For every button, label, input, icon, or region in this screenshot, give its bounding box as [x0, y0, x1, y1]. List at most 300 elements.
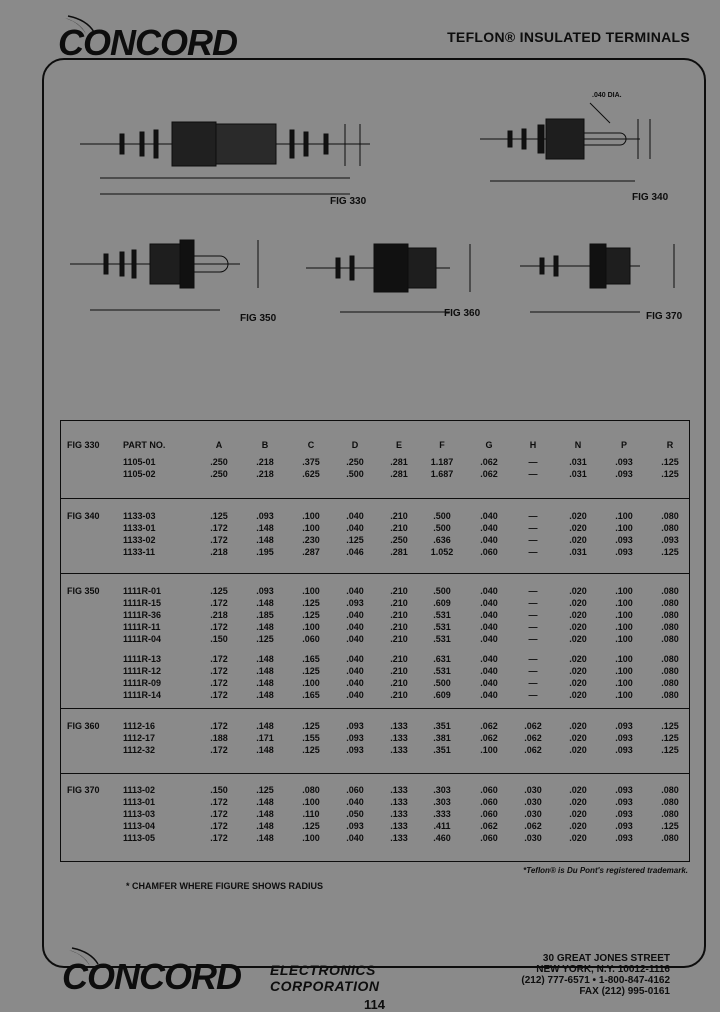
table-cell-part-no: 1113-04 — [123, 821, 156, 831]
table-cell-h: — — [528, 622, 538, 632]
table-cell-b: .125 — [256, 634, 274, 644]
table-cell-h: — — [528, 598, 538, 608]
table-cell-h: — — [528, 457, 538, 467]
table-cell-c: .125 — [302, 610, 320, 620]
table-cell-d: .060 — [346, 785, 364, 795]
table-row — [61, 821, 691, 833]
table-cell-g: .062 — [480, 821, 498, 831]
table-cell-e: .210 — [390, 666, 408, 676]
table-cell-r: .080 — [661, 666, 679, 676]
table-header-h: H — [529, 440, 537, 450]
table-cell-n: .020 — [569, 797, 587, 807]
table-cell-p: .100 — [615, 598, 633, 608]
table-cell-n: .031 — [569, 457, 587, 467]
table-group-divider — [61, 773, 689, 774]
table-cell-g: .062 — [480, 721, 498, 731]
table-cell-g: .040 — [480, 678, 498, 688]
table-header-b: B — [261, 440, 269, 450]
table-row — [61, 634, 691, 646]
page-number: 114 — [364, 997, 385, 1012]
table-cell-n: .031 — [569, 547, 587, 557]
table-cell-e: .133 — [390, 797, 408, 807]
table-cell-r: .125 — [661, 547, 679, 557]
table-cell-d: .093 — [346, 745, 364, 755]
table-header-a: A — [215, 440, 223, 450]
table-cell-f: .351 — [433, 745, 451, 755]
table-cell-p: .100 — [615, 610, 633, 620]
table-cell-part-no: 1113-05 — [123, 833, 156, 843]
table-cell-part-no: 1113-01 — [123, 797, 156, 807]
table-cell-b: .148 — [256, 821, 274, 831]
table-header-fig: FIG 330 — [67, 440, 100, 450]
table-cell-h: .030 — [524, 797, 542, 807]
figure-340-label: FIG 340 — [632, 192, 669, 203]
table-cell-part-no: 1111R-15 — [123, 598, 162, 608]
table-cell-a: .172 — [210, 535, 228, 545]
table-cell-h: — — [528, 586, 538, 596]
table-cell-f: .531 — [433, 634, 451, 644]
table-cell-g: .040 — [480, 598, 498, 608]
footnote: * CHAMFER WHERE FIGURE SHOWS RADIUS — [126, 881, 324, 891]
table-cell-e: .133 — [390, 745, 408, 755]
table-cell-a: .172 — [210, 690, 228, 700]
table-row — [61, 598, 691, 610]
table-cell-c: .165 — [302, 690, 320, 700]
table-cell-a: .172 — [210, 809, 228, 819]
table-cell-r: .080 — [661, 797, 679, 807]
table-cell-e: .250 — [390, 535, 408, 545]
table-cell-d: .040 — [346, 797, 364, 807]
table-row — [61, 721, 691, 733]
table-cell-b: .148 — [256, 833, 274, 843]
table-cell-p: .100 — [615, 634, 633, 644]
table-cell-a: .150 — [210, 634, 228, 644]
table-fig-label: FIG 350 — [67, 586, 100, 596]
figure-360-label: FIG 360 — [444, 308, 481, 319]
table-cell-e: .133 — [390, 821, 408, 831]
table-cell-b: .148 — [256, 622, 274, 632]
table-cell-a: .172 — [210, 622, 228, 632]
table-cell-a: .172 — [210, 678, 228, 688]
table-cell-d: .046 — [346, 547, 364, 557]
table-cell-e: .210 — [390, 511, 408, 521]
table-cell-g: .040 — [480, 586, 498, 596]
table-cell-g: .100 — [480, 745, 498, 755]
table-row — [61, 733, 691, 745]
table-header-part-no: PART NO. — [123, 440, 166, 450]
concord-logo: CONCORD — [58, 22, 237, 63]
table-header-e: E — [395, 440, 403, 450]
table-cell-f: .351 — [433, 721, 451, 731]
table-cell-f: .531 — [433, 666, 451, 676]
table-cell-b: .148 — [256, 598, 274, 608]
table-cell-f: .636 — [433, 535, 451, 545]
table-cell-g: .040 — [480, 634, 498, 644]
table-cell-f: .500 — [433, 678, 451, 688]
table-cell-h: .030 — [524, 785, 542, 795]
table-row — [61, 469, 691, 481]
table-cell-part-no: 1111R-12 — [123, 666, 162, 676]
table-cell-b: .093 — [256, 586, 274, 596]
table-group-divider — [61, 498, 689, 499]
table-cell-g: .060 — [480, 547, 498, 557]
trademark-note: *Teflon® is Du Pont's registered trademark. — [523, 866, 688, 875]
table-row — [61, 745, 691, 757]
table-cell-p: .093 — [615, 745, 633, 755]
table-row — [61, 511, 691, 523]
table-cell-g: .040 — [480, 666, 498, 676]
table-cell-e: .133 — [390, 833, 408, 843]
table-cell-p: .100 — [615, 511, 633, 521]
table-group-divider — [61, 573, 689, 574]
table-row — [61, 586, 691, 598]
table-cell-d: .040 — [346, 678, 364, 688]
table-cell-e: .210 — [390, 634, 408, 644]
table-cell-g: .060 — [480, 785, 498, 795]
table-cell-d: .040 — [346, 690, 364, 700]
table-cell-g: .060 — [480, 797, 498, 807]
table-row — [61, 678, 691, 690]
table-cell-c: .165 — [302, 654, 320, 664]
table-cell-g: .040 — [480, 535, 498, 545]
table-cell-c: .100 — [302, 586, 320, 596]
table-cell-a: .218 — [210, 547, 228, 557]
table-cell-a: .250 — [210, 457, 228, 467]
company-name — [270, 962, 379, 994]
table-cell-part-no: 1111R-36 — [123, 610, 162, 620]
table-row — [61, 610, 691, 622]
table-cell-n: .020 — [569, 785, 587, 795]
table-cell-h: — — [528, 535, 538, 545]
table-cell-part-no: 1113-02 — [123, 785, 156, 795]
table-cell-part-no: 1112-16 — [123, 721, 156, 731]
table-cell-c: .100 — [302, 678, 320, 688]
table-cell-e: .281 — [390, 547, 408, 557]
table-header-n: N — [574, 440, 582, 450]
table-cell-g: .060 — [480, 809, 498, 819]
table-cell-c: .100 — [302, 797, 320, 807]
table-cell-r: .125 — [661, 469, 679, 479]
table-cell-p: .093 — [615, 547, 633, 557]
address-line: NEW YORK, N.Y. 10012-1116 — [536, 964, 670, 975]
figure-330-label: FIG 330 — [330, 196, 367, 207]
table-row — [61, 457, 691, 469]
table-cell-e: .133 — [390, 785, 408, 795]
table-cell-c: .125 — [302, 598, 320, 608]
table-cell-h: — — [528, 523, 538, 533]
table-cell-c: .125 — [302, 821, 320, 831]
table-cell-b: .148 — [256, 690, 274, 700]
table-cell-g: .062 — [480, 733, 498, 743]
company-name-line1: ELECTRONICS — [270, 962, 376, 978]
table-cell-g: .062 — [480, 469, 498, 479]
table-cell-e: .133 — [390, 721, 408, 731]
address-line: 30 GREAT JONES STREET — [542, 953, 670, 964]
table-cell-part-no: 1111R-14 — [123, 690, 162, 700]
table-cell-e: .281 — [390, 469, 408, 479]
table-cell-n: .020 — [569, 634, 587, 644]
table-cell-p: .093 — [615, 797, 633, 807]
table-cell-r: .080 — [661, 610, 679, 620]
table-cell-r: .080 — [661, 809, 679, 819]
table-cell-r: .080 — [661, 785, 679, 795]
company-address — [521, 953, 670, 997]
table-cell-g: .040 — [480, 654, 498, 664]
table-cell-d: .040 — [346, 511, 364, 521]
table-cell-b: .093 — [256, 511, 274, 521]
table-cell-b: .171 — [256, 733, 274, 743]
table-cell-n: .020 — [569, 666, 587, 676]
table-cell-g: .040 — [480, 523, 498, 533]
table-cell-c: .100 — [302, 523, 320, 533]
table-cell-r: .125 — [661, 733, 679, 743]
table-cell-a: .172 — [210, 523, 228, 533]
table-cell-n: .020 — [569, 511, 587, 521]
table-header-r: R — [666, 440, 674, 450]
table-cell-d: .040 — [346, 586, 364, 596]
table-cell-f: .609 — [433, 598, 451, 608]
table-cell-f: 1.052 — [430, 547, 454, 557]
table-fig-label: FIG 340 — [67, 511, 100, 521]
table-cell-e: .133 — [390, 809, 408, 819]
table-cell-c: .100 — [302, 511, 320, 521]
table-cell-a: .250 — [210, 469, 228, 479]
table-cell-h: — — [528, 469, 538, 479]
table-cell-r: .125 — [661, 721, 679, 731]
table-cell-a: .172 — [210, 745, 228, 755]
table-cell-c: .060 — [302, 634, 320, 644]
table-cell-r: .080 — [661, 634, 679, 644]
table-cell-d: .050 — [346, 809, 364, 819]
table-cell-e: .210 — [390, 586, 408, 596]
table-cell-g: .040 — [480, 690, 498, 700]
table-cell-g: .040 — [480, 622, 498, 632]
table-cell-e: .133 — [390, 733, 408, 743]
table-cell-part-no: 1111R-04 — [123, 634, 162, 644]
table-row — [61, 622, 691, 634]
table-cell-d: .040 — [346, 634, 364, 644]
company-name-line2: CORPORATION — [270, 978, 380, 994]
table-cell-f: .381 — [433, 733, 451, 743]
table-cell-a: .172 — [210, 654, 228, 664]
table-cell-b: .148 — [256, 523, 274, 533]
table-cell-f: .303 — [433, 797, 451, 807]
table-cell-p: .100 — [615, 523, 633, 533]
table-cell-p: .093 — [615, 535, 633, 545]
table-cell-part-no: 1105-01 — [123, 457, 156, 467]
table-header-f: F — [439, 440, 445, 450]
table-row — [61, 654, 691, 666]
table-cell-f: .303 — [433, 785, 451, 795]
table-cell-a: .172 — [210, 797, 228, 807]
table-cell-r: .080 — [661, 678, 679, 688]
table-fig-label: FIG 360 — [67, 721, 100, 731]
table-row — [61, 797, 691, 809]
table-cell-f: .631 — [433, 654, 451, 664]
table-cell-part-no: 1111R-09 — [123, 678, 162, 688]
table-cell-d: .093 — [346, 821, 364, 831]
table-cell-part-no: 1133-02 — [123, 535, 156, 545]
table-cell-f: .333 — [433, 809, 451, 819]
table-cell-c: .100 — [302, 833, 320, 843]
table-cell-p: .100 — [615, 678, 633, 688]
table-cell-d: .040 — [346, 523, 364, 533]
table-cell-d: .093 — [346, 721, 364, 731]
table-cell-p: .093 — [615, 821, 633, 831]
table-cell-g: .062 — [480, 457, 498, 467]
table-cell-part-no: 1133-11 — [123, 547, 156, 557]
table-cell-n: .020 — [569, 733, 587, 743]
table-cell-p: .100 — [615, 622, 633, 632]
footer-concord-logo: CONCORD — [62, 956, 241, 997]
table-cell-g: .040 — [480, 610, 498, 620]
table-cell-n: .020 — [569, 598, 587, 608]
table-cell-n: .020 — [569, 610, 587, 620]
table-cell-d: .040 — [346, 622, 364, 632]
page-title: TEFLON® INSULATED TERMINALS — [447, 29, 690, 45]
table-cell-e: .210 — [390, 678, 408, 688]
table-cell-g: .060 — [480, 833, 498, 843]
table-cell-n: .020 — [569, 809, 587, 819]
table-row — [61, 666, 691, 678]
table-cell-h: — — [528, 690, 538, 700]
table-cell-h: — — [528, 654, 538, 664]
table-cell-a: .150 — [210, 785, 228, 795]
table-cell-d: .040 — [346, 666, 364, 676]
table-cell-n: .020 — [569, 745, 587, 755]
table-cell-f: .531 — [433, 622, 451, 632]
table-cell-g: .040 — [480, 511, 498, 521]
table-cell-d: .040 — [346, 610, 364, 620]
table-cell-p: .093 — [615, 809, 633, 819]
table-cell-b: .148 — [256, 721, 274, 731]
table-cell-d: .250 — [346, 457, 364, 467]
table-cell-h: .062 — [524, 745, 542, 755]
table-cell-r: .080 — [661, 690, 679, 700]
table-cell-f: .460 — [433, 833, 451, 843]
table-cell-f: .531 — [433, 610, 451, 620]
table-cell-c: .230 — [302, 535, 320, 545]
table-cell-f: 1.687 — [430, 469, 454, 479]
table-cell-f: .411 — [433, 821, 451, 831]
table-cell-r: .125 — [661, 457, 679, 467]
table-cell-b: .125 — [256, 785, 274, 795]
table-header-d: D — [351, 440, 359, 450]
table-cell-f: .609 — [433, 690, 451, 700]
table-cell-n: .020 — [569, 690, 587, 700]
table-cell-h: .062 — [524, 821, 542, 831]
address-line: (212) 777-6571 • 1-800-847-4162 — [521, 975, 670, 986]
figure-330-drawing — [80, 110, 380, 210]
table-cell-h: .062 — [524, 721, 542, 731]
table-row — [61, 547, 691, 559]
table-cell-h: — — [528, 610, 538, 620]
table-cell-b: .195 — [256, 547, 274, 557]
table-cell-n: .020 — [569, 821, 587, 831]
table-header-c: C — [307, 440, 315, 450]
table-cell-p: .093 — [615, 457, 633, 467]
table-row — [61, 833, 691, 845]
table-cell-p: .100 — [615, 586, 633, 596]
table-cell-c: .080 — [302, 785, 320, 795]
table-cell-b: .148 — [256, 797, 274, 807]
table-cell-r: .080 — [661, 833, 679, 843]
table-cell-p: .100 — [615, 690, 633, 700]
table-cell-r: .080 — [661, 523, 679, 533]
table-cell-p: .093 — [615, 785, 633, 795]
table-cell-e: .210 — [390, 654, 408, 664]
table-cell-b: .218 — [256, 457, 274, 467]
table-cell-part-no: 1113-03 — [123, 809, 156, 819]
table-row — [61, 785, 691, 797]
table-cell-d: .093 — [346, 733, 364, 743]
table-cell-p: .093 — [615, 833, 633, 843]
table-header-g: G — [485, 440, 493, 450]
table-cell-e: .210 — [390, 598, 408, 608]
table-cell-d: .093 — [346, 598, 364, 608]
table-row — [61, 809, 691, 821]
table-cell-n: .020 — [569, 586, 587, 596]
table-cell-part-no: 1133-03 — [123, 511, 156, 521]
figure-340-note: .040 DIA. — [592, 92, 622, 99]
table-cell-c: .287 — [302, 547, 320, 557]
table-cell-a: .125 — [210, 511, 228, 521]
table-cell-a: .125 — [210, 586, 228, 596]
table-cell-h: — — [528, 678, 538, 688]
table-cell-n: .020 — [569, 678, 587, 688]
table-cell-h: .030 — [524, 809, 542, 819]
table-group-divider — [61, 708, 689, 709]
table-cell-r: .080 — [661, 654, 679, 664]
table-cell-b: .148 — [256, 535, 274, 545]
table-cell-a: .172 — [210, 666, 228, 676]
table-cell-b: .218 — [256, 469, 274, 479]
table-cell-r: .125 — [661, 745, 679, 755]
table-cell-n: .020 — [569, 535, 587, 545]
table-cell-c: .155 — [302, 733, 320, 743]
table-cell-b: .148 — [256, 678, 274, 688]
table-cell-part-no: 1112-17 — [123, 733, 156, 743]
table-cell-r: .080 — [661, 586, 679, 596]
figure-370-drawing — [510, 236, 690, 322]
table-cell-h: — — [528, 666, 538, 676]
table-cell-r: .080 — [661, 622, 679, 632]
table-cell-e: .281 — [390, 457, 408, 467]
table-cell-f: 1.187 — [430, 457, 454, 467]
table-cell-b: .148 — [256, 809, 274, 819]
table-row — [61, 523, 691, 535]
table-cell-e: .210 — [390, 690, 408, 700]
table-cell-h: .030 — [524, 833, 542, 843]
table-cell-c: .125 — [302, 721, 320, 731]
table-cell-b: .185 — [256, 610, 274, 620]
table-cell-f: .500 — [433, 511, 451, 521]
table-cell-h: .062 — [524, 733, 542, 743]
table-cell-f: .500 — [433, 523, 451, 533]
table-cell-c: .100 — [302, 622, 320, 632]
table-cell-a: .188 — [210, 733, 228, 743]
table-cell-part-no: 1111R-13 — [123, 654, 162, 664]
table-cell-part-no: 1105-02 — [123, 469, 156, 479]
table-cell-c: .125 — [302, 666, 320, 676]
table-cell-e: .210 — [390, 610, 408, 620]
figure-350-drawing — [60, 228, 270, 320]
table-cell-a: .172 — [210, 721, 228, 731]
table-cell-n: .020 — [569, 654, 587, 664]
table-cell-n: .020 — [569, 833, 587, 843]
table-cell-e: .210 — [390, 523, 408, 533]
table-cell-p: .100 — [615, 654, 633, 664]
